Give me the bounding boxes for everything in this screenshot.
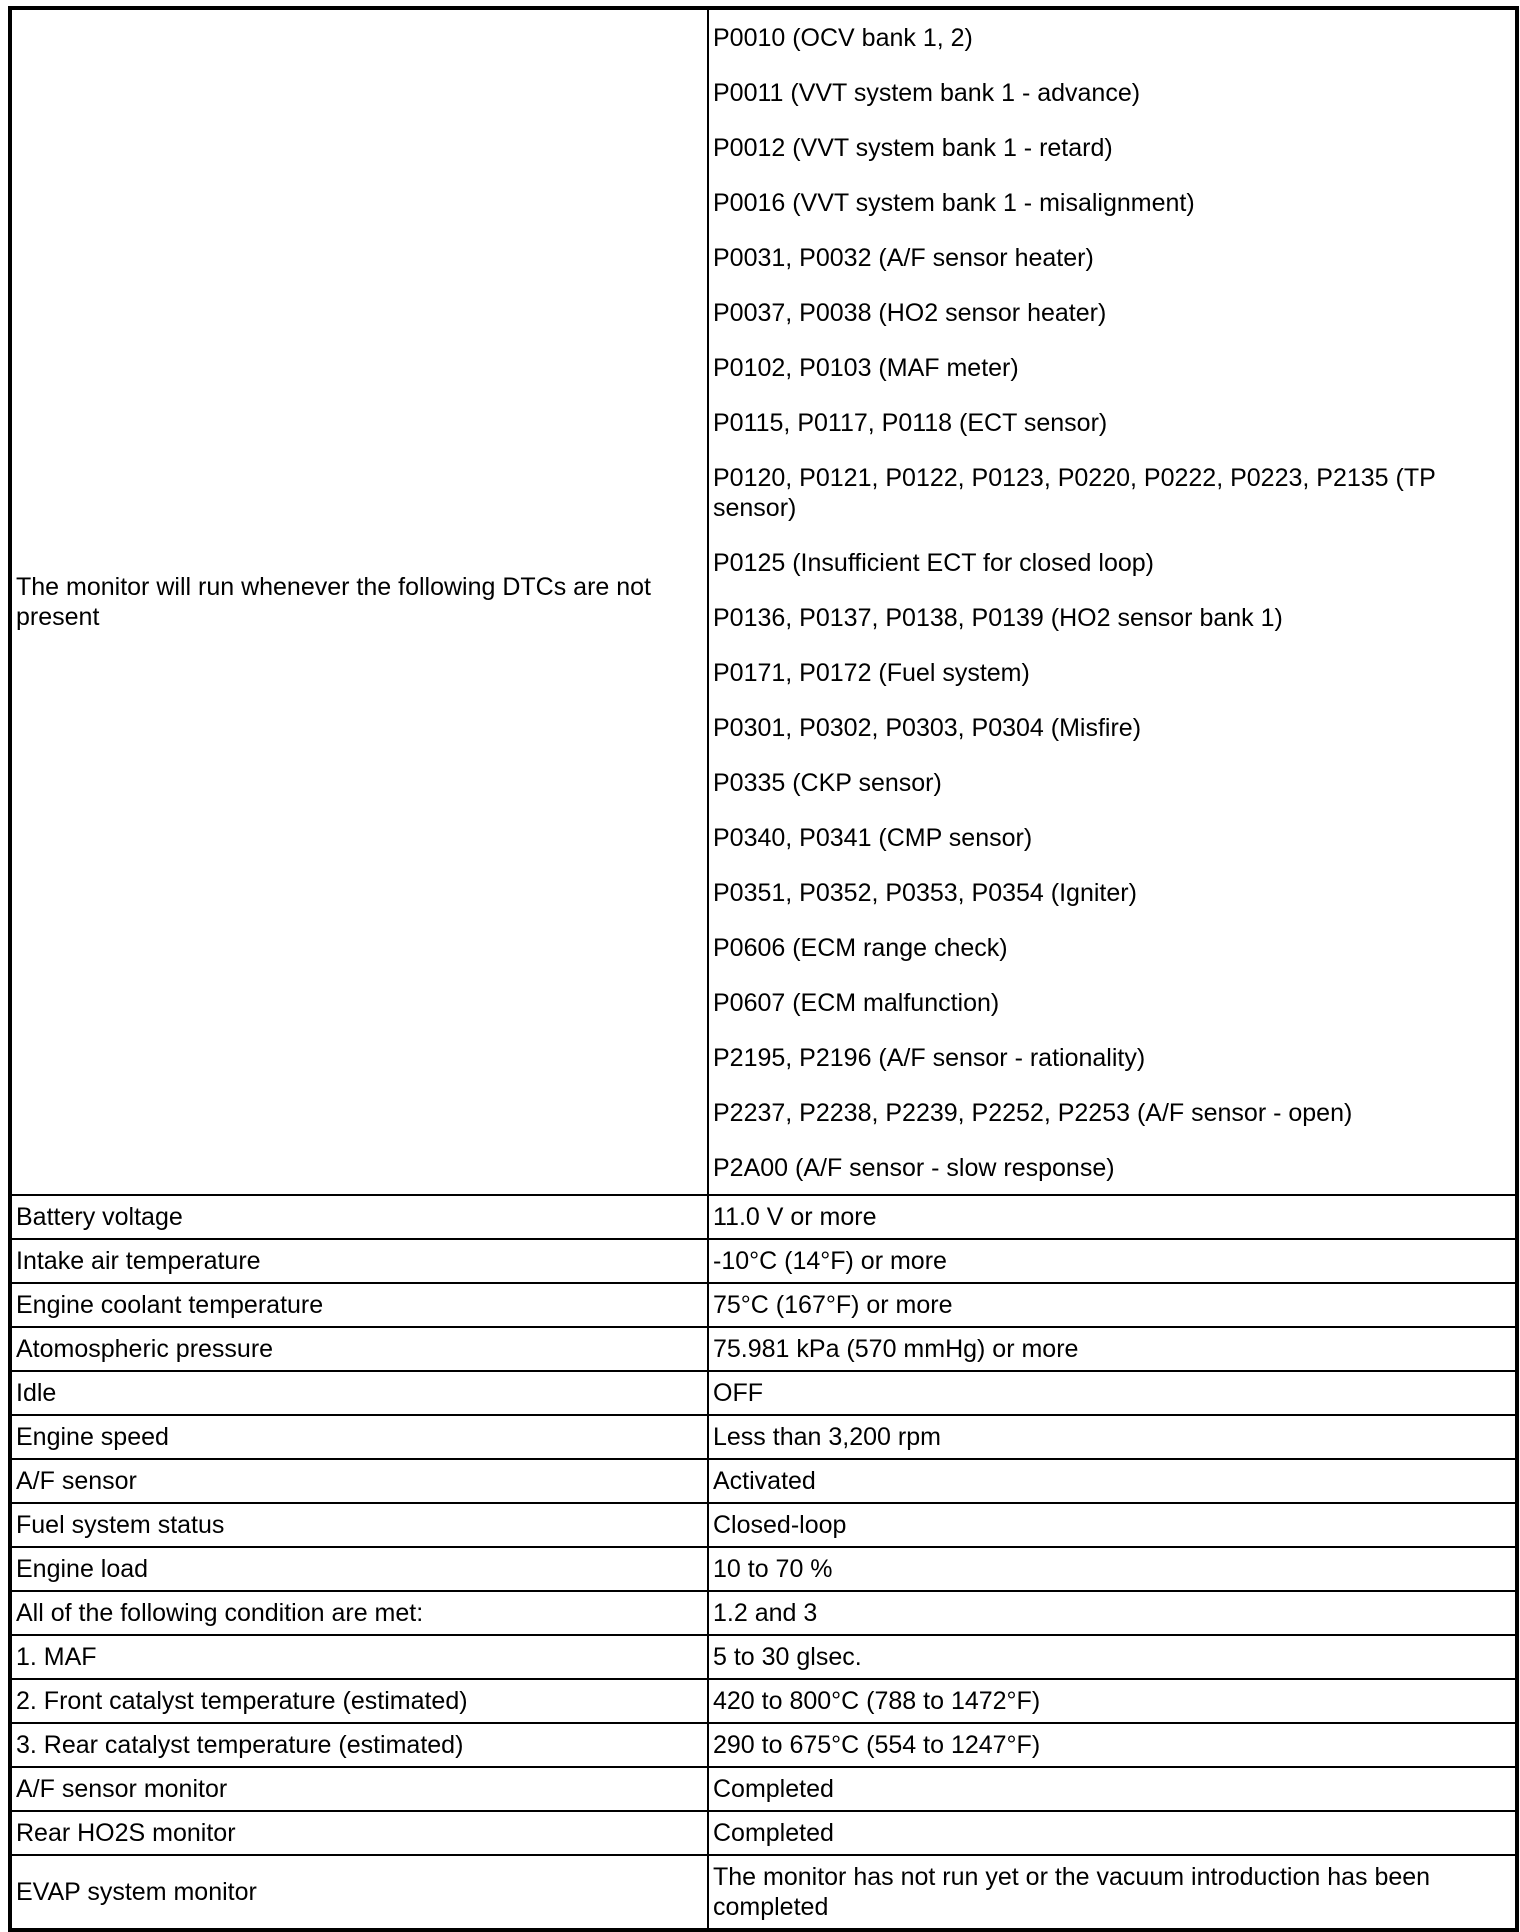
- condition-label: 2. Front catalyst temperature (estimated): [10, 1679, 708, 1723]
- dtc-item: P0301, P0302, P0303, P0304 (Misfire): [713, 714, 1142, 742]
- dtc-item: P0011 (VVT system bank 1 - advance): [713, 79, 1141, 107]
- condition-label: Engine speed: [10, 1415, 708, 1459]
- condition-value: Completed: [708, 1811, 1517, 1855]
- condition-row: [10, 1371, 1517, 1415]
- dtc-item: P0335 (CKP sensor): [713, 769, 942, 797]
- dtc-item: P0136, P0137, P0138, P0139 (HO2 sensor bank 1): [713, 604, 1283, 632]
- condition-row: [10, 1239, 1517, 1283]
- dtc-item: P2237, P2238, P2239, P2252, P2253 (A/F sensor - open): [713, 1099, 1353, 1127]
- condition-value: Completed: [708, 1767, 1517, 1811]
- condition-value: The monitor has not run yet or the vacuum introduction has been completed: [708, 1855, 1517, 1930]
- condition-label: Atomospheric pressure: [10, 1327, 708, 1371]
- condition-row: [10, 1855, 1517, 1930]
- condition-row: [10, 1327, 1517, 1371]
- condition-label: 3. Rear catalyst temperature (estimated): [10, 1723, 708, 1767]
- dtc-label-cell: The monitor will run whenever the following DTCs are not present: [10, 8, 708, 1195]
- condition-value: 1.2 and 3: [708, 1591, 1517, 1635]
- dtc-list-cell: [708, 8, 1517, 1195]
- dtc-item: P0037, P0038 (HO2 sensor heater): [713, 299, 1107, 327]
- condition-label: Idle: [10, 1371, 708, 1415]
- condition-row: [10, 1723, 1517, 1767]
- dtc-row: [10, 8, 1517, 1195]
- dtc-item: P0016 (VVT system bank 1 - misalignment): [713, 189, 1195, 217]
- condition-row: [10, 1283, 1517, 1327]
- condition-label: Engine coolant temperature: [10, 1283, 708, 1327]
- condition-label: A/F sensor: [10, 1459, 708, 1503]
- condition-value: 10 to 70 %: [708, 1547, 1517, 1591]
- condition-value: Closed-loop: [708, 1503, 1517, 1547]
- condition-row: [10, 1591, 1517, 1635]
- condition-value: Less than 3,200 rpm: [708, 1415, 1517, 1459]
- condition-row: [10, 1635, 1517, 1679]
- condition-value: -10°C (14°F) or more: [708, 1239, 1517, 1283]
- dtc-item: P0102, P0103 (MAF meter): [713, 354, 1019, 382]
- condition-label: A/F sensor monitor: [10, 1767, 708, 1811]
- dtc-item: P0115, P0117, P0118 (ECT sensor): [713, 409, 1108, 437]
- dtc-item: P2A00 (A/F sensor - slow response): [713, 1154, 1115, 1182]
- condition-label: All of the following condition are met:: [10, 1591, 708, 1635]
- dtc-item: P2195, P2196 (A/F sensor - rationality): [713, 1044, 1146, 1072]
- condition-value: 75°C (167°F) or more: [708, 1283, 1517, 1327]
- condition-label: Fuel system status: [10, 1503, 708, 1547]
- condition-row: [10, 1811, 1517, 1855]
- condition-value: 290 to 675°C (554 to 1247°F): [708, 1723, 1517, 1767]
- condition-label: 1. MAF: [10, 1635, 708, 1679]
- dtc-item: P0012 (VVT system bank 1 - retard): [713, 134, 1113, 162]
- dtc-item: P0125 (Insufficient ECT for closed loop): [713, 549, 1154, 577]
- dtc-item: P0031, P0032 (A/F sensor heater): [713, 244, 1094, 272]
- condition-row: [10, 1679, 1517, 1723]
- condition-label: EVAP system monitor: [10, 1855, 708, 1930]
- condition-row: [10, 1503, 1517, 1547]
- condition-value: 5 to 30 glsec.: [708, 1635, 1517, 1679]
- condition-label: Intake air temperature: [10, 1239, 708, 1283]
- dtc-item: P0351, P0352, P0353, P0354 (Igniter): [713, 879, 1137, 907]
- conditions-table: [8, 6, 1519, 1932]
- condition-value: OFF: [708, 1371, 1517, 1415]
- condition-label: Rear HO2S monitor: [10, 1811, 708, 1855]
- condition-value: Activated: [708, 1459, 1517, 1503]
- dtc-item: P0010 (OCV bank 1, 2): [713, 24, 973, 52]
- condition-label: Engine load: [10, 1547, 708, 1591]
- condition-value: 420 to 800°C (788 to 1472°F): [708, 1679, 1517, 1723]
- condition-row: [10, 1547, 1517, 1591]
- condition-row: [10, 1459, 1517, 1503]
- condition-row: [10, 1767, 1517, 1811]
- condition-row: [10, 1195, 1517, 1239]
- dtc-item: P0606 (ECM range check): [713, 934, 1008, 962]
- dtc-item: P0607 (ECM malfunction): [713, 989, 1000, 1017]
- condition-label: Battery voltage: [10, 1195, 708, 1239]
- dtc-item: P0120, P0121, P0122, P0123, P0220, P0222, P0223, P2135 (TP sensor): [713, 464, 1436, 522]
- condition-value: 75.981 kPa (570 mmHg) or more: [708, 1327, 1517, 1371]
- dtc-item: P0340, P0341 (CMP sensor): [713, 824, 1033, 852]
- condition-value: 11.0 V or more: [708, 1195, 1517, 1239]
- dtc-item: P0171, P0172 (Fuel system): [713, 659, 1030, 687]
- condition-row: [10, 1415, 1517, 1459]
